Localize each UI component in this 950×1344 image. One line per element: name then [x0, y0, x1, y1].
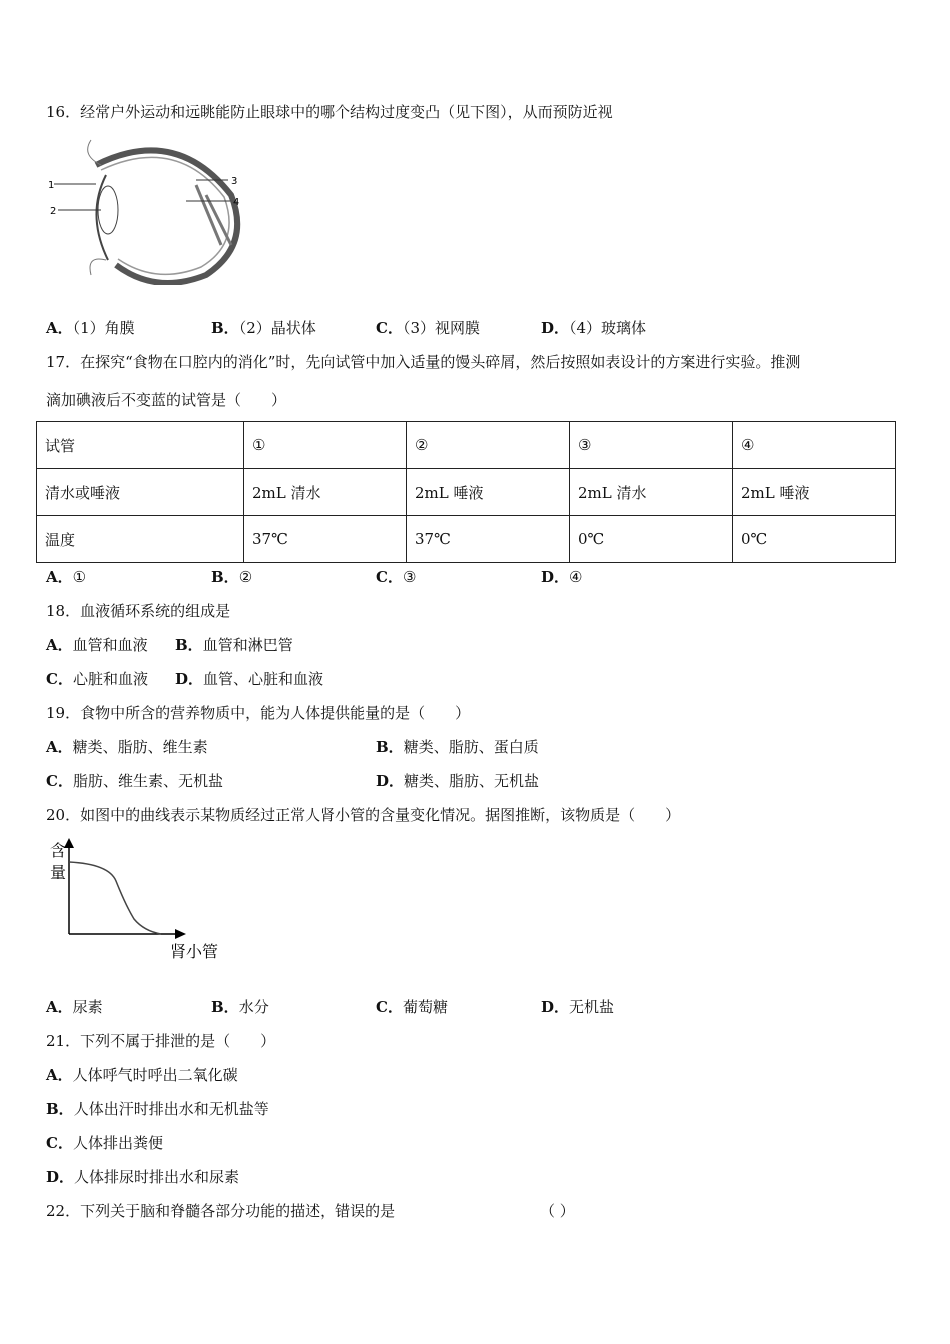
question-19-stem: 19．食物中所含的营养物质中，能为人体提供能量的是（ ） — [46, 704, 471, 722]
table-row: 试管 ① ② ③ ④ — [37, 422, 896, 469]
option-c[interactable]: C．心脏和血液 — [46, 670, 148, 688]
option-b[interactable]: B．水分 — [211, 998, 269, 1016]
option-a[interactable]: A．① — [46, 568, 87, 586]
label-4: 4 — [233, 197, 240, 208]
option-c[interactable]: C．人体排出粪便 — [46, 1134, 163, 1152]
option-a[interactable]: A．人体呼气时呼出二氧化碳 — [46, 1066, 238, 1084]
option-b[interactable]: B．（2）晶状体 — [211, 319, 316, 337]
experiment-table — [36, 421, 896, 563]
eye-diagram — [46, 135, 256, 285]
option-d[interactable]: D．（4）玻璃体 — [541, 319, 647, 337]
option-d[interactable]: D．糖类、脂肪、无机盐 — [376, 772, 540, 790]
option-c[interactable]: C．脂肪、维生素、无机盐 — [46, 772, 223, 790]
label-1: 1 — [48, 180, 55, 191]
content-curve-graph — [44, 836, 244, 966]
option-a[interactable]: A．（1）角膜 — [46, 319, 135, 337]
y-axis-label: 含量 — [44, 836, 46, 837]
table-row: 温度 37℃ 37℃ 0℃ 0℃ — [37, 516, 896, 563]
question-17-stem: 17．在探究“食物在口腔内的消化”时，先向试管中加入适量的馒头碎屑，然后按照如表设计的方案进行实验。推测 — [46, 353, 801, 371]
option-a[interactable]: A．尿素 — [46, 998, 103, 1016]
option-a[interactable]: A．血管和血液 — [46, 636, 148, 654]
option-d[interactable]: D．④ — [541, 568, 583, 586]
question-16-stem: 16．经常户外运动和远眺能防止眼球中的哪个结构过度变凸（见下图），从而预防近视 — [46, 103, 613, 121]
table-row: 清水或唾液 2mL 清水 2mL 唾液 2mL 清水 2mL 唾液 — [37, 469, 896, 516]
question-20-stem: 20．如图中的曲线表示某物质经过正常人肾小管的含量变化情况。据图推断，该物质是（ ） — [46, 806, 681, 824]
question-21-stem: 21．下列不属于排泄的是（ ） — [46, 1032, 276, 1050]
option-a[interactable]: A．糖类、脂肪、维生素 — [46, 738, 208, 756]
option-c[interactable]: C．葡萄糖 — [376, 998, 448, 1016]
option-b[interactable]: B．血管和淋巴管 — [175, 636, 293, 654]
option-d[interactable]: D．无机盐 — [541, 998, 615, 1016]
y-axis-label-2: 量 — [50, 863, 67, 882]
question-17-stem-cont: 滴加碘液后不变蓝的试管是（ ） — [46, 391, 287, 409]
option-c[interactable]: C．③ — [376, 568, 417, 586]
x-axis-label: 肾小管 — [170, 942, 219, 961]
y-axis-label-1: 含 — [50, 841, 67, 860]
question-18-stem: 18．血液循环系统的组成是 — [46, 602, 231, 620]
option-b[interactable]: B．② — [211, 568, 253, 586]
answer-parentheses: （ ） — [540, 1202, 575, 1220]
option-c[interactable]: C．（3）视网膜 — [376, 319, 480, 337]
question-22-stem: 22．下列关于脑和脊髓各部分功能的描述，错误的是 — [46, 1202, 396, 1220]
label-3: 3 — [231, 176, 238, 187]
option-b[interactable]: B．人体出汗时排出水和无机盐等 — [46, 1100, 269, 1118]
option-d[interactable]: D．人体排尿时排出水和尿素 — [46, 1168, 240, 1186]
option-d[interactable]: D．血管、心脏和血液 — [175, 670, 324, 688]
label-2: 2 — [50, 206, 57, 217]
option-b[interactable]: B．糖类、脂肪、蛋白质 — [376, 738, 539, 756]
